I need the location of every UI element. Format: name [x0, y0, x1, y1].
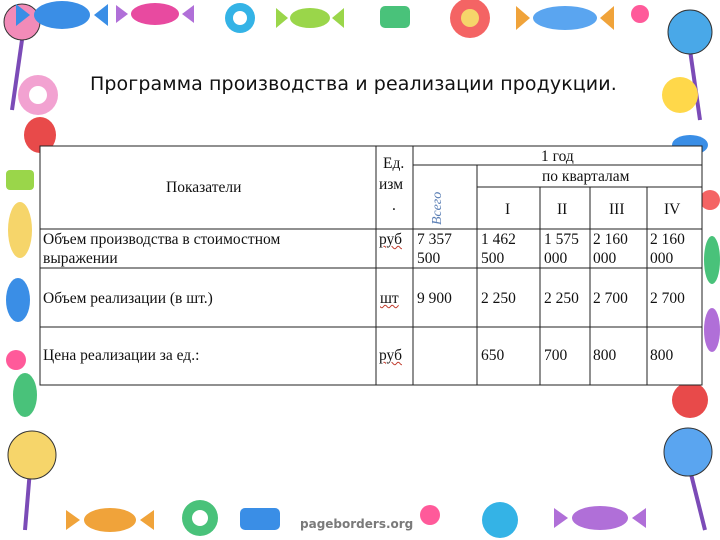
- header-unit-line3: .: [392, 197, 396, 214]
- row-unit: шт: [380, 290, 399, 307]
- header-year: 1 год: [541, 148, 574, 165]
- credit-text: pageborders.org: [300, 517, 414, 531]
- row-q1: 650: [481, 347, 505, 364]
- header-q4: IV: [664, 201, 681, 218]
- row-q2: 2 250: [544, 290, 579, 307]
- header-unit-line1: Ед.: [383, 155, 405, 172]
- row-name: Объем реализации (в шт.): [43, 290, 213, 307]
- row-total: 9 900: [417, 290, 452, 307]
- row-q2-cont: 000: [544, 250, 568, 267]
- header-by-quarter: по кварталам: [542, 168, 630, 185]
- row-q1: 1 462: [481, 231, 516, 248]
- header-indicators: Показатели: [166, 179, 242, 196]
- row-name: Объем производства в стоимостном: [43, 231, 281, 248]
- header-q3: III: [609, 201, 625, 218]
- row-unit: руб: [379, 347, 402, 364]
- row-q3: 800: [593, 347, 617, 364]
- row-q1-cont: 500: [481, 250, 505, 267]
- slide-title: Программа производства и реализации продукции.: [90, 73, 617, 95]
- row-q4-cont: 000: [650, 250, 674, 267]
- header-q1: I: [505, 201, 511, 218]
- header-unit-line2: изм: [379, 176, 404, 193]
- row-q3-cont: 000: [593, 250, 617, 267]
- row-total-cont: 500: [417, 250, 441, 267]
- row-q4: 800: [650, 347, 674, 364]
- row-name: Цена реализации за ед.:: [43, 347, 200, 364]
- row-q2: 700: [544, 347, 568, 364]
- row-unit: руб: [379, 231, 402, 248]
- header-q2: II: [557, 201, 568, 218]
- header-total: Всего: [430, 191, 445, 225]
- row-q4: 2 160: [650, 231, 685, 248]
- row-total: 7 357: [417, 231, 452, 248]
- row-q3: 2 700: [593, 290, 628, 307]
- row-name-cont: выражении: [43, 250, 118, 267]
- row-q3: 2 160: [593, 231, 628, 248]
- row-q2: 1 575: [544, 231, 579, 248]
- row-q1: 2 250: [481, 290, 516, 307]
- row-q4: 2 700: [650, 290, 685, 307]
